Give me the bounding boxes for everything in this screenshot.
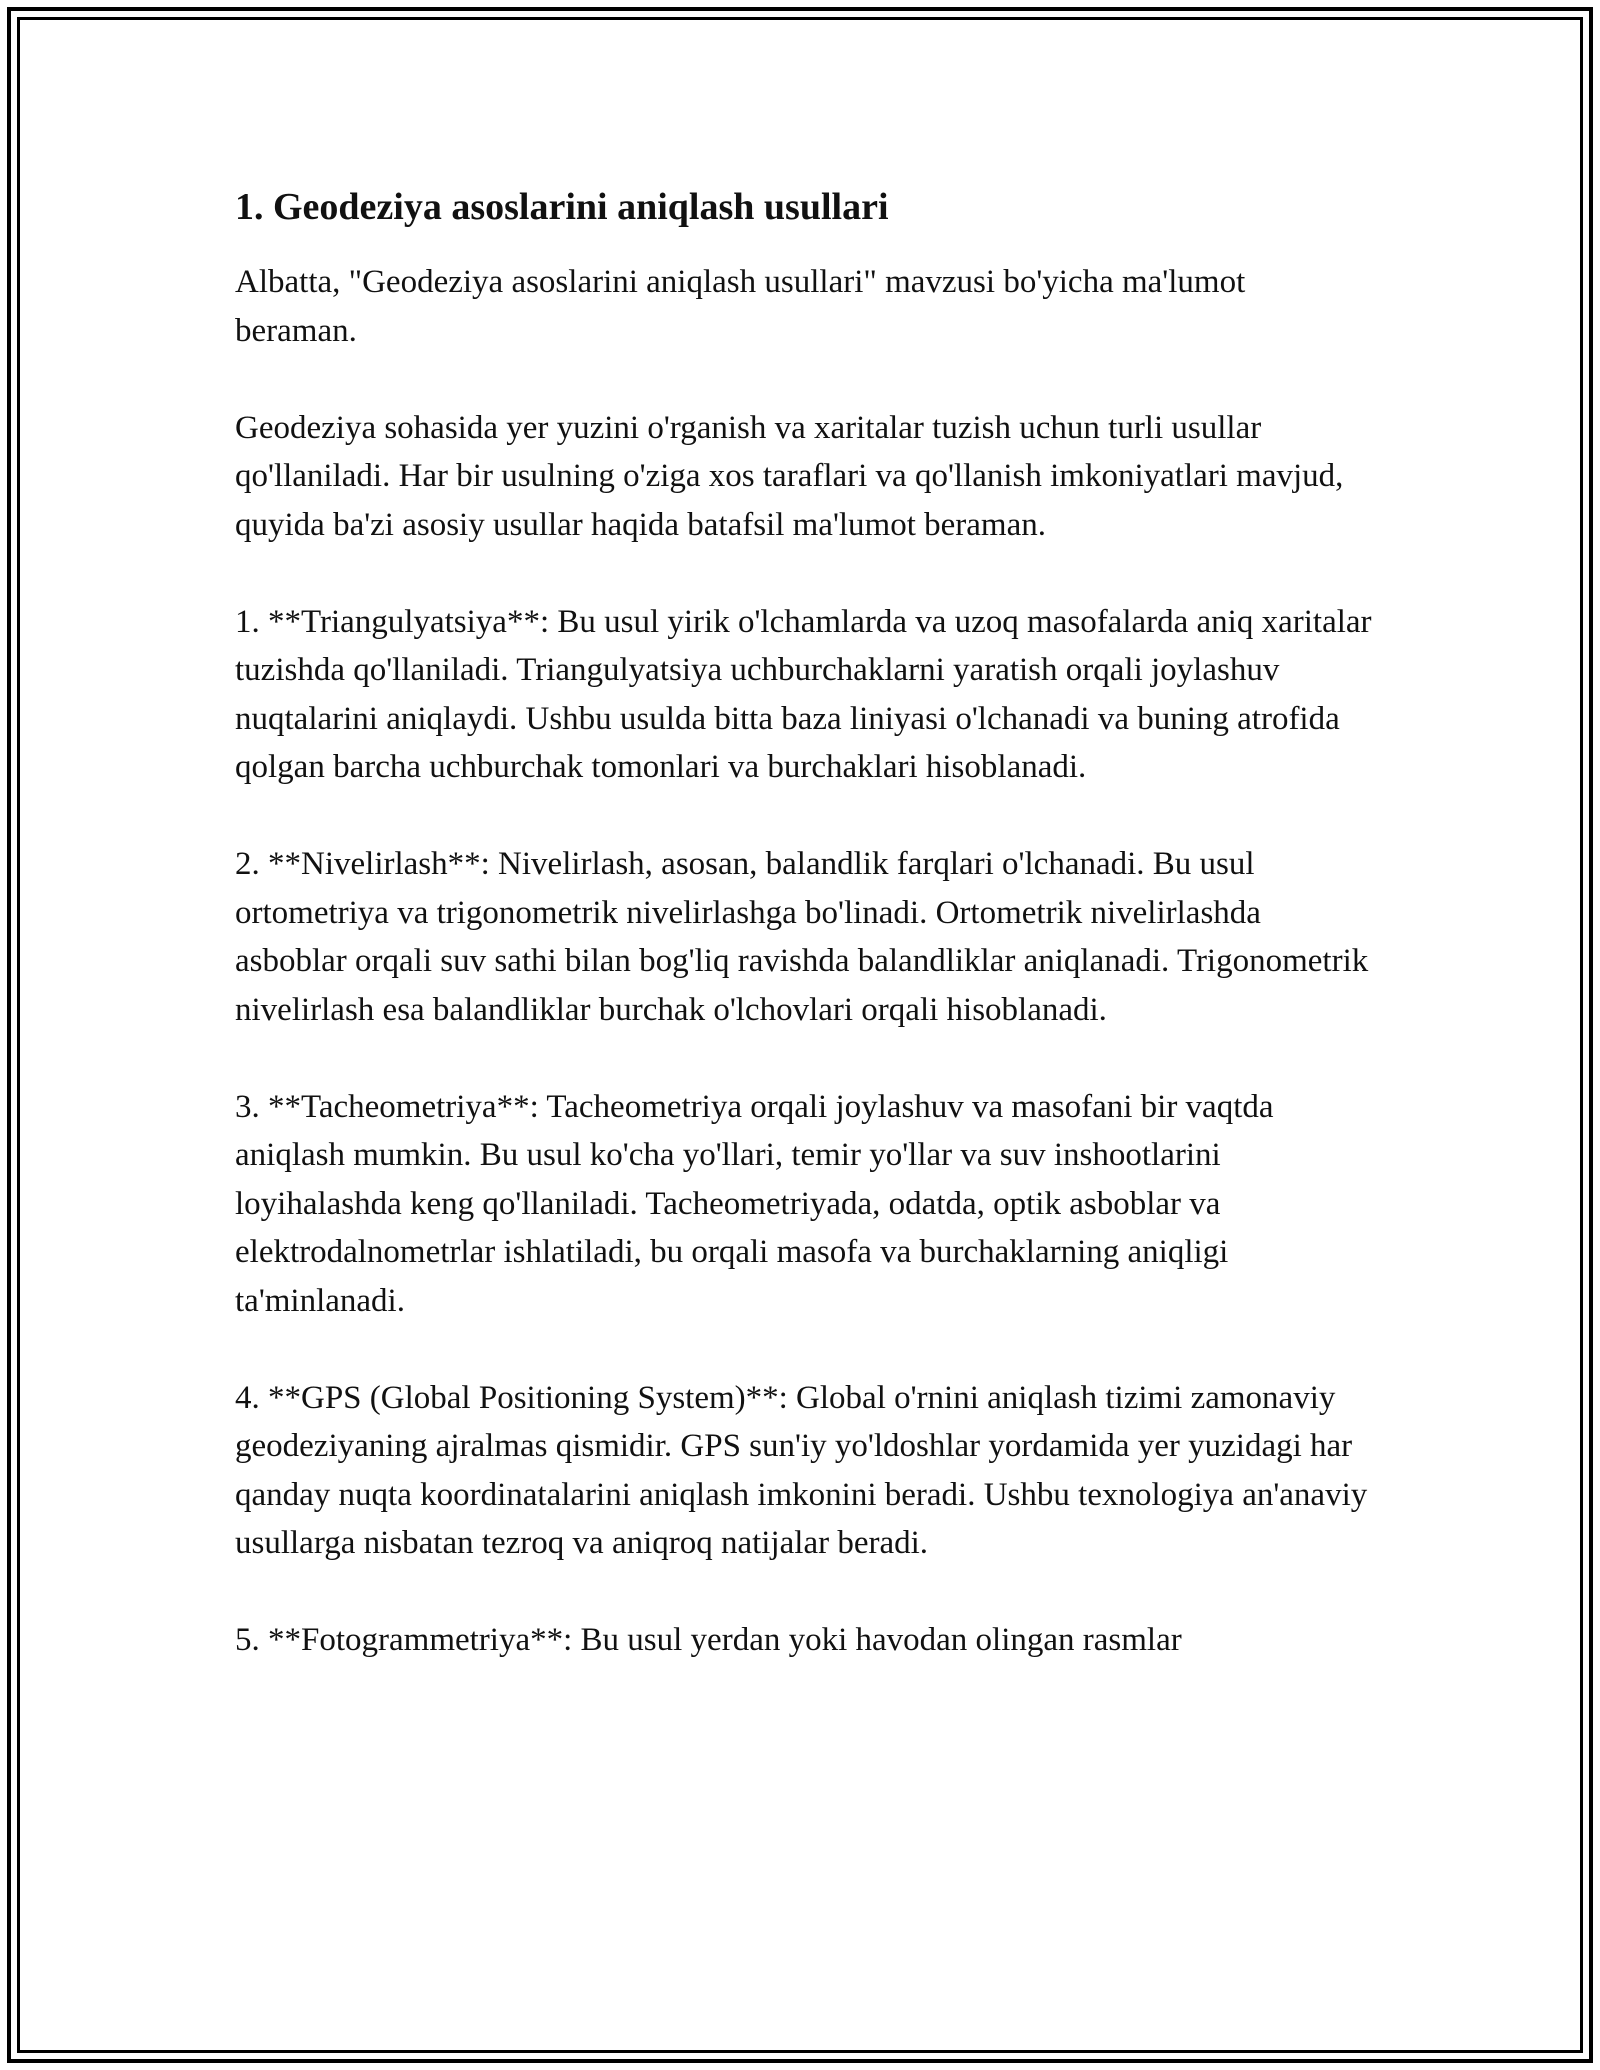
document-body: [235, 183, 1375, 1713]
document-title: 1. Geodeziya asoslarini aniqlash usullari: [235, 186, 889, 228]
paragraph-intro: Albatta, "Geodeziya asoslarini aniqlash usullari" mavzusi bo'yicha ma'lumot beraman.: [235, 264, 1246, 349]
paragraph-leveling: 2. **Nivelirlash**: Nivelirlash, asosan, balandlik farqlari o'lchanadi. Bu usul ortometriya va trigonometrik nivelirlashga bo'linadi. Ortometrik nivelirlashda asboblar orqali suv sathi bilan bog'liq ravishda balandliklar aniqlanadi. Trigonometrik nivelirlash esa balandliklar burchak o'lchovlari orqali hisoblanadi.: [235, 846, 1369, 1028]
paragraph-photogrammetry: 5. **Fotogrammetriya**: Bu usul yerdan yoki havodan olingan rasmlar: [235, 1622, 1182, 1658]
paragraph-gps: 4. **GPS (Global Positioning System)**: Global o'rnini aniqlash tizimi zamonaviy geodeziyaning ajralmas qismidir. GPS sun'iy yo'ldoshlar yordamida yer yuzidagi har qanday nuqta koordinatalarini aniqlash imkonini beradi. Ushbu texnologiya an'anaviy usullarga nisbatan tezroq va aniqroq natijalar beradi.: [235, 1379, 1368, 1561]
paragraph-tacheometry: 3. **Tacheometriya**: Tacheometriya orqali joylashuv va masofani bir vaqtda aniqlash mumkin. Bu usul ko'cha yo'llari, temir yo'llar va suv inshootlarini loyihalashda keng qo'llaniladi. Tacheometriyada, odatda, optik asboblar va elektrodalnometrlar ishlatiladi, bu orqali masofa va burchaklarning aniqligi ta'minlanadi.: [235, 1088, 1274, 1319]
paragraph-overview: Geodeziya sohasida yer yuzini o'rganish va xaritalar tuzish uchun turli usullar qo'llaniladi. Har bir usulning o'ziga xos taraflari va qo'llanish imkoniyatlari mavjud, quyida ba'zi asosiy usullar haqida batafsil ma'lumot beraman.: [235, 409, 1344, 543]
paragraph-triangulation: 1. **Triangulyatsiya**: Bu usul yirik o'lchamlarda va uzoq masofalarda aniq xaritalar tuzishda qo'llaniladi. Triangulyatsiya uchburchaklarni yaratish orqali joylashuv nuqtalarini aniqlaydi. Ushbu usulda bitta baza liniyasi o'lchanadi va buning atrofida qolgan barcha uchburchak tomonlari va burchaklari hisoblanadi.: [235, 603, 1372, 785]
